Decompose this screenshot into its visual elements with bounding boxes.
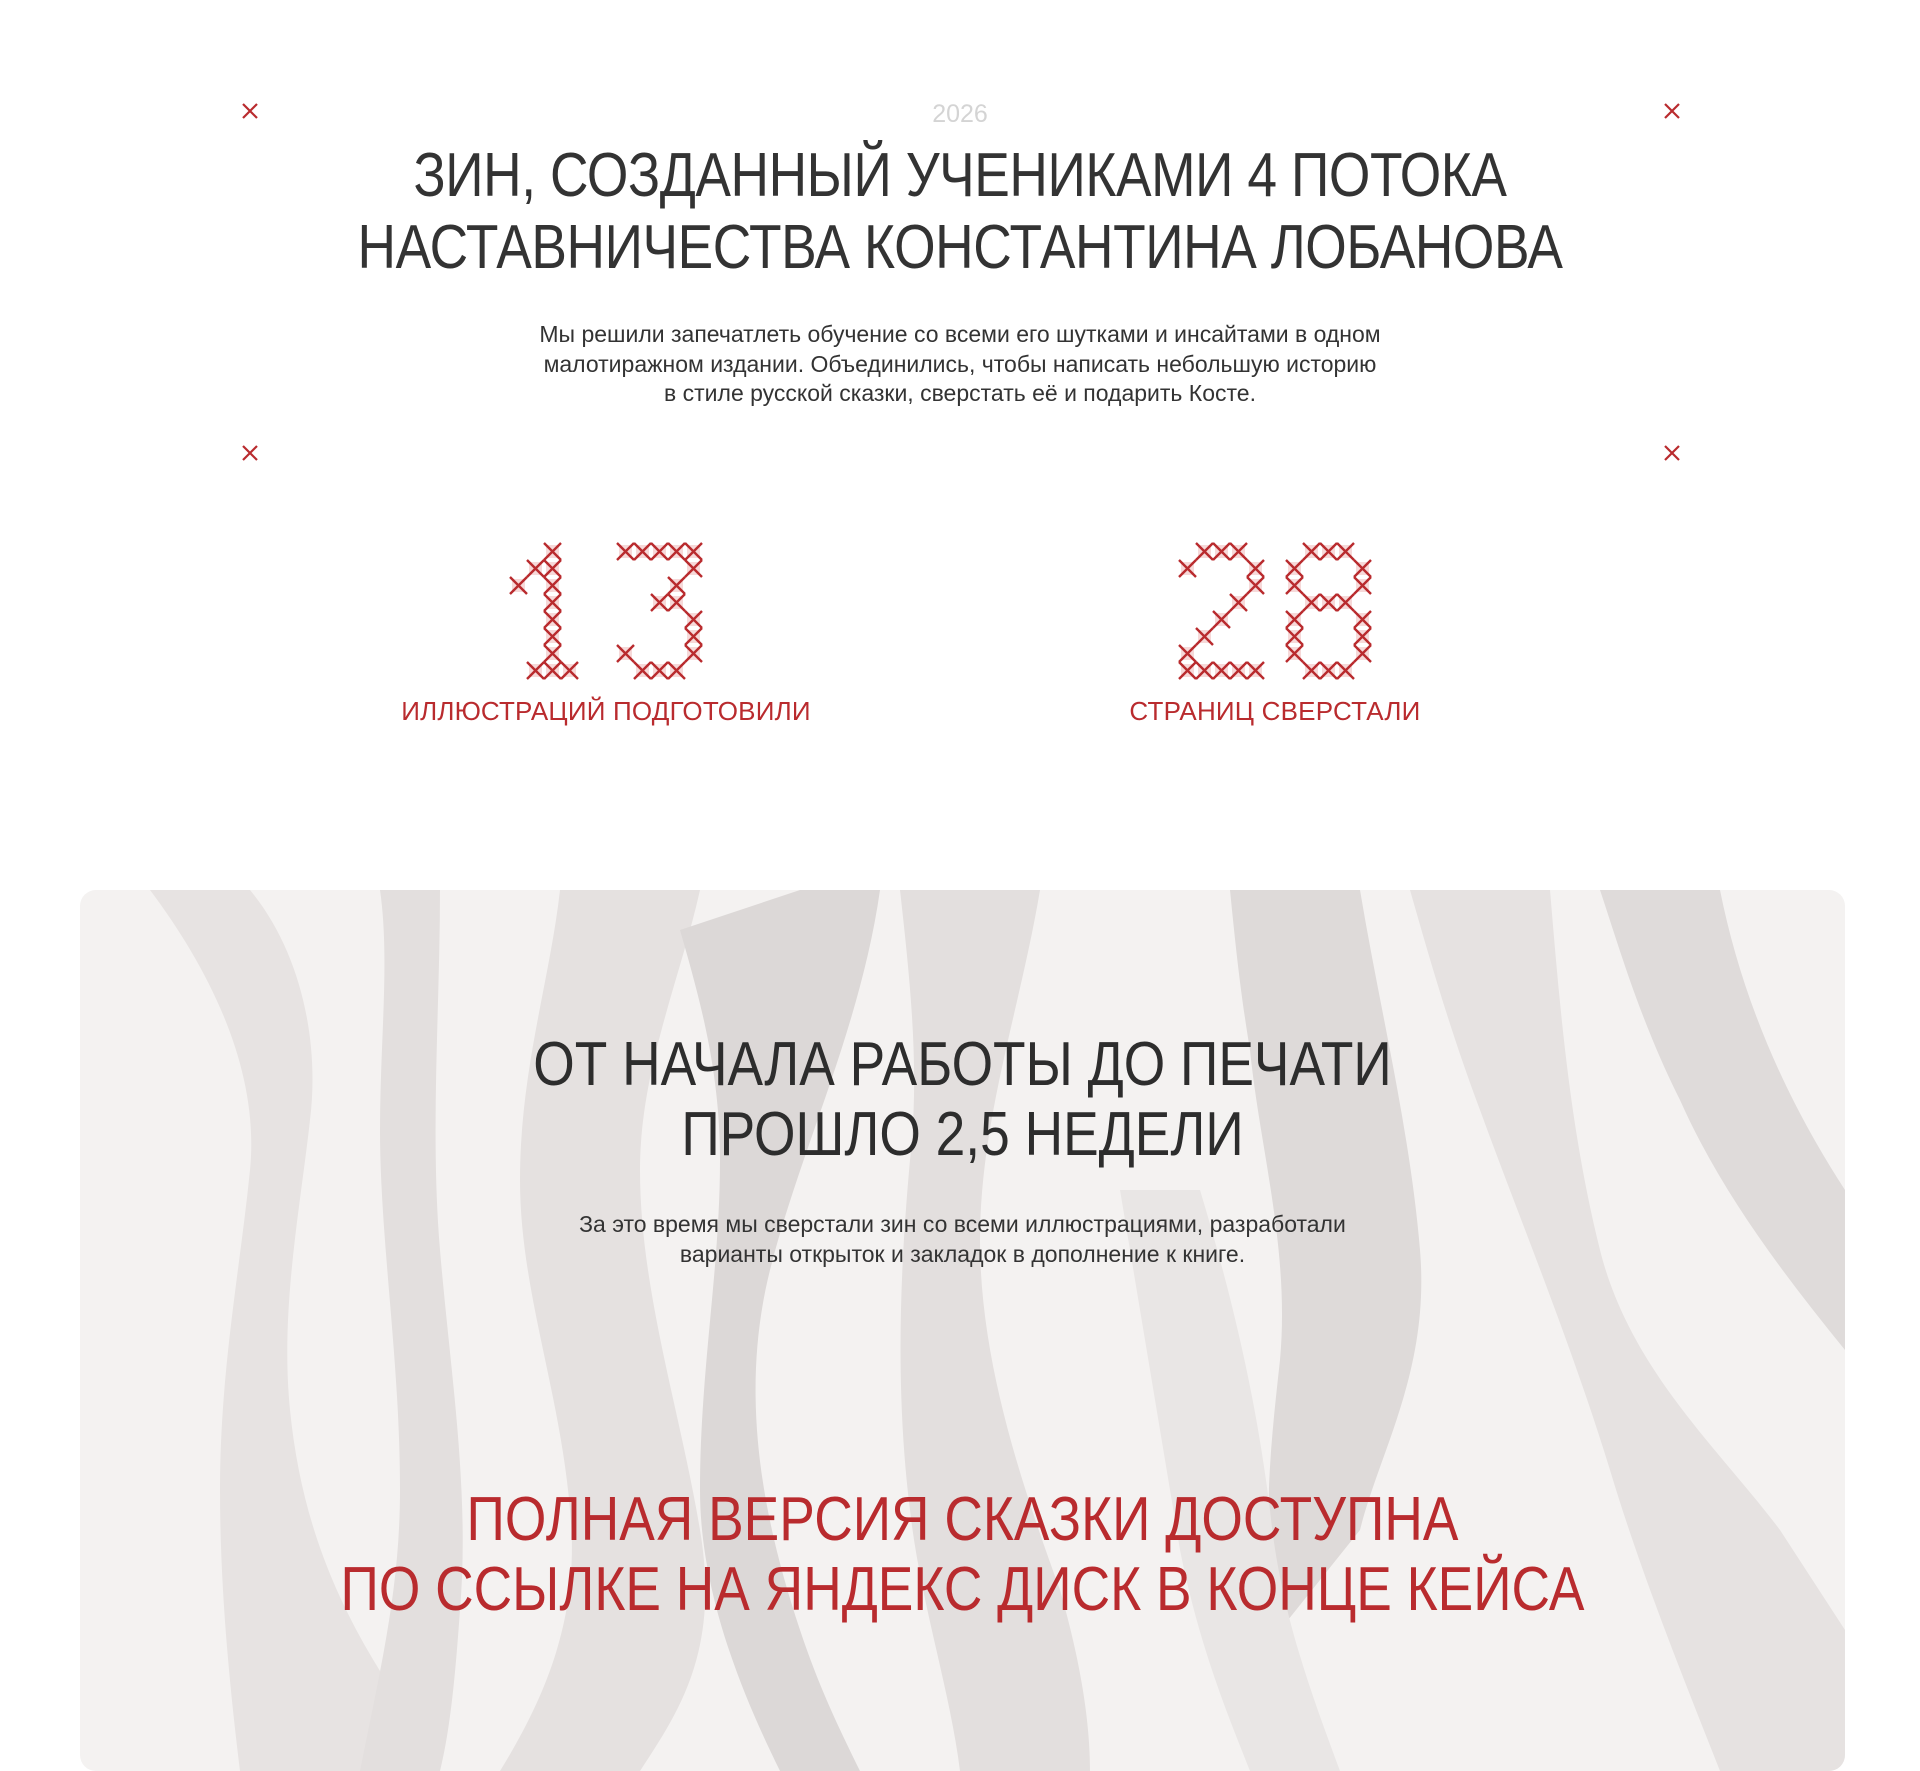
timeline-description xyxy=(80,1210,1845,1269)
cross-stitch-x-icon xyxy=(241,444,259,462)
intro-description xyxy=(0,320,1920,409)
page-title-line: НАСТАВНИЧЕСТВА КОНСТАНТИНА ЛОБАНОВА xyxy=(357,213,1563,282)
intro-description-line: малотиражном издании. Объединились, чтобы написать небольшую историю xyxy=(543,350,1377,377)
stat-pages xyxy=(1015,540,1535,727)
page-title-line: ЗИН, СОЗДАННЫЙ УЧЕНИКАМИ 4 ПОТОКА xyxy=(413,141,1507,210)
stitched-number-28 xyxy=(1176,540,1374,682)
timeline-title-line: ПРОШЛО 2,5 НЕДЕЛИ xyxy=(681,1100,1244,1169)
stitched-number-13 xyxy=(507,540,705,682)
callout-line: ПОЛНАЯ ВЕРСИЯ СКАЗКИ ДОСТУПНА xyxy=(466,1485,1459,1554)
timeline-description-line: За это время мы сверстали зин со всеми иллюстрациями, разработали xyxy=(579,1211,1346,1237)
intro-description-line: Мы решили запечатлеть обучение со всеми его шутками и инсайтами в одном xyxy=(539,321,1381,347)
yandex-disk-callout xyxy=(204,1485,1722,1625)
stripe-pattern-background xyxy=(80,890,1845,1771)
timeline-panel xyxy=(80,890,1845,1771)
timeline-description-line: варианты открыток и закладок в дополнение к книге. xyxy=(679,1240,1246,1267)
page-title xyxy=(134,140,1785,284)
intro-section xyxy=(0,0,1920,880)
year-label: 2026 xyxy=(932,100,988,128)
stat-label: ИЛЛЮСТРАЦИЙ ПОДГОТОВИЛИ xyxy=(401,696,811,726)
timeline-title xyxy=(204,1030,1722,1170)
callout-line: ПО ССЫЛКЕ НА ЯНДЕКС ДИСК В КОНЦЕ КЕЙСА xyxy=(340,1555,1585,1624)
stat-label: СТРАНИЦ СВЕРСТАЛИ xyxy=(1129,696,1421,726)
timeline-title-line: ОТ НАЧАЛА РАБОТЫ ДО ПЕЧАТИ xyxy=(533,1030,1392,1099)
intro-description-line: в стиле русской сказки, сверстать её и подарить Косте. xyxy=(664,380,1256,406)
cross-stitch-x-icon xyxy=(1663,444,1681,462)
stat-illustrations xyxy=(346,540,866,727)
